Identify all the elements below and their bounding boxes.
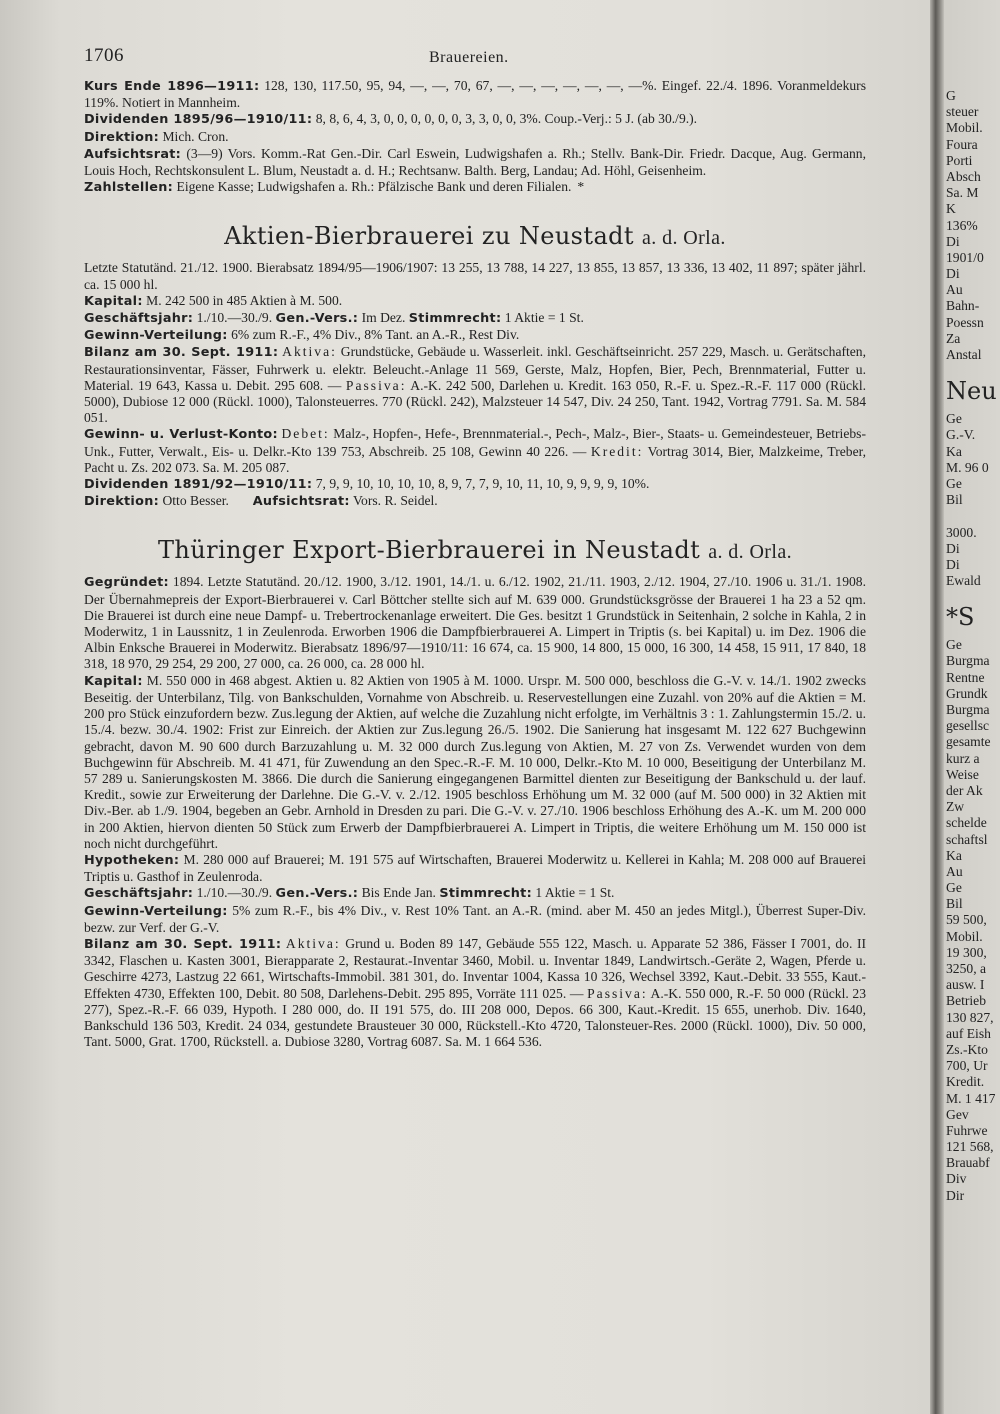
aktiva-word: Aktiva: [285, 935, 341, 951]
hypotheken-text: M. 280 000 auf Brauerei; M. 191 575 auf Wirtschaften, Brauerei Moderwitz u. Kellerei in Kahla; M. 208 000 auf Brauerei Triptis u. Gasthof in Zeulenroda. [84, 851, 866, 885]
direktion-entry [84, 493, 866, 510]
geschaeftsjahr-label: Geschäftsjahr: [84, 886, 194, 902]
passiva-text: A.-K. 550 000, R.-F. 50 000 (Rückl. 23 277), Spez.-R.-F. 66 039, Hypoth. I 280 000, do. II 191 575, do. III 208 000, Depos. 66 300, Kaut.-Kredit. 15 655, unerhob. Div. 1640, Bankschuld 136 503, Kredit. 24 034, gestundete Brausteuer 30 000, Rückstell.-Kto 4720, Talonsteuer-Res. 2000 (Rückl. 1000), Div. 50 000, Tant. 5000, Grat. 1700, Rückstell. a. Dubiose 3280, Vortrag 6087. Sa. M. 1 664 536. [84, 985, 866, 1050]
kapital-text: M. 242 500 in 485 Aktien à M. 500. [146, 292, 343, 308]
dividenden-label: Dividenden 1895/96—1910/11: [84, 112, 313, 128]
debet-word: Debet: [281, 426, 330, 442]
company-title-main: Thüringer Export-Bierbrauerei in Neustadt [157, 536, 701, 565]
side-line: Mobil. [946, 928, 983, 944]
side-line: Foura [946, 136, 978, 152]
side-line: Ge [946, 411, 962, 427]
book-gutter [930, 0, 944, 1414]
kapital-label: Kapital: [84, 673, 143, 689]
side-lines-bottom [946, 637, 1000, 1204]
side-line: Dir [946, 1187, 965, 1203]
geschaeftsjahr-text: 1./10.—30./9. [196, 885, 273, 901]
company-section-thueringer-export [84, 536, 866, 1050]
zahlstellen-text: Eigene Kasse; Ludwigshafen a. Rh.: Pfälzische Bank und deren Filialen. [176, 179, 572, 195]
aktiva-text: Grundstücke, Gebäude u. Wasserleit. inkl. Geschäftseinricht. 257 229, Masch. u. Gerätschaften, Restaurationsinventar, Fässer, Fuhrwerk u. elektr. Beleucht.-Anlage 11 569, Gerste, Malz, Hopfen, Bier, Pech, Brennmaterial, Futter u. Material. 19 643, Kassa u. Debit. 295 608. — [84, 344, 867, 393]
geschaeftsjahr-entry [84, 310, 866, 327]
bilanz-entry [84, 344, 866, 426]
side-line: Ka [946, 443, 962, 459]
side-lines-top [946, 88, 1000, 363]
side-line: Ewald [946, 573, 981, 589]
side-line: M. 1 417 [946, 1090, 996, 1106]
side-line: Gev [946, 1106, 969, 1122]
genvers-text: Im Dez. [361, 310, 406, 326]
side-line: Bil [946, 896, 963, 912]
side-line: 700, Ur [946, 1058, 988, 1074]
side-line: G [946, 88, 956, 103]
direktion-text: Otto Besser. [162, 493, 229, 509]
side-line: schelde [946, 815, 987, 831]
side-line [946, 508, 1000, 524]
side-line: ausw. I [946, 977, 985, 993]
side-line: kurz a [946, 750, 980, 766]
geschaeftsjahr-text: 1./10.—30./9. [196, 310, 273, 326]
geschaeftsjahr-entry [84, 885, 866, 902]
company-title-place: a. d. Orla. [642, 227, 726, 250]
side-line: Bil [946, 492, 963, 508]
side-line: schaftsl [946, 831, 988, 847]
zahlstellen-label: Zahlstellen: [84, 180, 174, 196]
side-line: Mobil. [946, 120, 983, 136]
passiva-word: Passiva: [345, 377, 407, 393]
aufsichtsrat-text: (3—9) Vors. Komm.-Rat Gen.-Dir. Carl Eswein, Ludwigshafen a. Rh.; Stellv. Bank-Dir. Friedr. Dacque, Aug. Germann, Louis Hoch, Rechtskonsulent L. Blum, Neustadt a. d. H.; Rechtsanw. Balth. Berg, Landau; Ad. Höhl, Geisenheim. [84, 145, 867, 179]
kredit-text: Vortrag 3014, Bier, Malzkeime, Treber, Pacht u. Zs. 202 073. Sa. M. 205 087. [84, 443, 867, 475]
side-line: Di [946, 266, 960, 282]
side-line: der Ak [946, 782, 983, 798]
side-line: M. 96 0 [946, 459, 989, 475]
dividenden-entry [84, 476, 866, 493]
direktion-label: Direktion: [84, 129, 160, 145]
kurs-entry [84, 78, 866, 111]
side-line: Burgma [946, 702, 990, 717]
debet-text: Malz-, Hopfen-, Hefe-, Brennmaterial.-, Pech-, Malz-, Bier-, Staats- u. Gemeindesteuer, Betriebs-Unk., Futter, Verwalt., Eis- u. Delkr.-Kto 139 753, Abschreib. 25 108, Gewinn 40 226. — [84, 426, 866, 459]
passiva-word: Passiva: [587, 985, 648, 1001]
side-line: Sa. M [946, 185, 979, 201]
side-heading: Neu [946, 377, 997, 406]
gegruendet-entry [84, 574, 866, 672]
side-line: 136% [946, 217, 978, 233]
direktion-text: Mich. Cron. [162, 128, 229, 144]
hypotheken-entry [84, 852, 866, 885]
zahlstellen-entry [84, 179, 866, 196]
gewinn-text: 6% zum R.-F., 4% Div., 8% Tant. an A.-R., Rest Div. [231, 327, 520, 343]
kapital-label: Kapital: [84, 293, 143, 309]
side-line: 121 568, [946, 1139, 994, 1155]
side-line: 59 500, [946, 912, 987, 928]
kapital-entry [84, 293, 866, 310]
side-lines-mid [946, 411, 1000, 589]
bilanz-label: Bilanz am 30. Sept. 1911: [84, 345, 279, 361]
side-line: Au [946, 863, 963, 879]
side-line: Za [946, 330, 961, 346]
side-line: Zw [946, 799, 965, 815]
passiva-text: A.-K. 242 500, Darlehen u. Kredit. 163 050, R.-F. u. Spez.-R.-F. 117 000 (Rückl. 5000), Dubiose 12 000 (Rückl. 1000), Talonsteuerres. 770 (Rückl. 242), Malzsteuer 14 547, Div. 24 250, Tant. 1942, Vortrag 7791. Sa. M. 584 051. [84, 377, 866, 426]
gewinn-entry [84, 327, 866, 344]
aktiva-word: Aktiva: [282, 344, 337, 360]
dividenden-entry [84, 111, 866, 128]
geschaeftsjahr-label: Geschäftsjahr: [84, 311, 194, 327]
gewinn-label: Gewinn-Verteilung: [84, 328, 228, 344]
kurs-text: 128, 130, 117.50, 95, 94, —, —, 70, 67, —, —, —, —, —, —, —%. Eingef. 22./4. 1896. Voranmeldekurs 119%. Notiert in Mannheim. [84, 78, 866, 111]
genvers-label: Gen.-Vers.: [275, 311, 359, 327]
side-line: Ge [946, 637, 962, 653]
aufsichtsrat-label: Aufsichtsrat: [84, 146, 182, 162]
side-line: gesellsc [946, 718, 990, 734]
side-line: Bahn- [946, 298, 980, 314]
stimmrecht-label: Stimmrecht: [408, 311, 502, 327]
company-title-place: a. d. Orla. [708, 541, 793, 564]
side-line: 19 300, [946, 944, 987, 960]
side-line: Brauabf [946, 1155, 990, 1171]
intro-entry: Letzte Statutänd. 21./12. 1900. Bierabsatz 1894/95—1906/1907: 13 255, 13 788, 14 227, 13 855, 13 857, 13 336, 13 402, 11 897; später jährl. ca. 15 000 hl. [84, 260, 866, 292]
side-line: 3250, a [946, 961, 987, 976]
stimmrecht-label: Stimmrecht: [439, 886, 532, 902]
direktion-label: Direktion: [84, 494, 160, 510]
side-line: Fuhrwe [946, 1122, 988, 1138]
gewinn-entry [84, 903, 866, 936]
aufsichtsrat-label: Aufsichtsrat: [252, 494, 350, 510]
side-line: Poessn [946, 314, 984, 330]
side-line: Div [946, 1171, 967, 1187]
gegruendet-label: Gegründet: [84, 575, 169, 591]
dividenden-label: Dividenden 1891/92—1910/11: [84, 477, 313, 493]
kapital-entry [84, 673, 866, 852]
running-title: Brauereien. [429, 49, 509, 66]
gegruendet-text: 1894. Letzte Statutänd. 20./12. 1900, 3./12. 1901, 14./1. u. 6./12. 1902, 21./11. 1903, 2./12. 1904, 27./10. 1906 u. 31./1. 1908. Der Übernahmepreis der Export-Bierbrauerei v. Carl Böttcher stellte sich auf M. 639 000. Grundstücksgrösse der Brauerei 1 ha 23 a 52 qm. Die Brauerei ist durch eine neue Dampf- u. Trebertrockenanlage erweitert. Die Ges. besitzt 1 Grundstück in Seitenhain, 2 solche in Kahla, 2 in Moderwitz, 1 in Laussnitz, 1 in Zeulenroda. Erworben 1906 die Dampfbierbrauerei A. Limpert in Triptis (s. bei Kapital) u. im Dez. 1906 die Albin Enksche Brauerei in Moderwitz. Bierabsatz 1896/97—1910/11: 16 674, ca. 15 900, 14 800, 15 000, 16 300, 14 458, 15 911, 17 840, 18 318, 18 970, 29 254, 29 200, 27 000, ca. 26 000, ca. 28 000 hl. [84, 574, 866, 672]
genvers-label: Gen.-Vers.: [275, 886, 359, 902]
side-line: Betrieb [946, 993, 987, 1009]
side-line: Di [946, 233, 960, 249]
prev-company-section [84, 78, 866, 196]
aufsichtsrat-entry [84, 146, 866, 179]
dividenden-text: 8, 8, 6, 4, 3, 0, 0, 0, 0, 0, 0, 3, 3, 0, 0, 3%. Coup.-Verj.: 5 J. (ab 30./9.). [315, 111, 698, 127]
side-line: Ka [946, 847, 962, 863]
side-line: K [946, 201, 956, 217]
running-head [84, 44, 866, 78]
company-title [84, 536, 866, 566]
gewinn-label: Gewinn-Verteilung: [84, 903, 228, 919]
side-heading-2: *S [946, 603, 975, 632]
side-line: Au [946, 282, 963, 298]
company-title-main: Aktien-Bierbrauerei zu Neustadt [224, 222, 634, 251]
side-line: Weise [946, 766, 979, 782]
side-line: 130 827, [946, 1009, 994, 1025]
gewinn-text: 5% zum R.-F., bis 4% Div., v. Rest 10% Tant. an A.-R. (mind. aber M. 450 an jedes Mitgl.), Überrest Super-Div. bezw. zur Verf. der G.-V. [84, 902, 866, 935]
genvers-text: Bis Ende Jan. [361, 885, 436, 901]
side-line: Zs.-Kto [946, 1041, 988, 1057]
asterisk-mark: * [577, 179, 585, 195]
side-line: Grundk [946, 685, 988, 701]
guv-entry [84, 426, 866, 476]
side-line: Rentne [946, 669, 985, 685]
kurs-label: Kurs Ende 1896—1911: [84, 79, 260, 94]
stimmrecht-text: 1 Aktie = 1 St. [504, 310, 584, 326]
side-line: Anstal [946, 347, 982, 362]
aktiva-text: Grund u. Boden 89 147, Gebäude 555 122, Masch. u. Apparate 52 386, Fässer I 7001, do. II 3342, Flaschen u. Kasten 3001, Bierapparate 2, Restaurat.-Inventar 3460, Mobil. u. Inventar 1849, Landwirtsch.-Geräte 2, Wagen, Pferde u. Geschirre 4273, Lastzug 22 661, Wirtschafts-Immobil. 381 301, do. Inventar 1004, Kassa 10 326, Wechsel 3392, Kaut.-Debit. 33 555, Kaut.-Effekten 4730, Effekten 100, Debit. 80 508, Darlehens-Debit. 295 895, Vorräte 111 025. — [84, 935, 866, 1001]
side-line: Burgma [946, 653, 990, 669]
side-line: gesamte [946, 734, 991, 750]
side-line: auf Eish [946, 1025, 991, 1041]
aufsichtsrat-text: Vors. R. Seidel. [352, 493, 438, 509]
direktion-entry [84, 129, 866, 146]
side-line: Di [946, 556, 960, 572]
side-line: Absch [946, 168, 981, 184]
kredit-word: Kredit: [590, 443, 644, 459]
bilanz-label: Bilanz am 30. Sept. 1911: [84, 936, 282, 952]
company-section-aktien-bierbrauerei [84, 222, 866, 510]
side-line: Di [946, 540, 960, 556]
side-line: 1901/0 [946, 249, 984, 265]
bilanz-entry [84, 936, 866, 1050]
dividenden-text: 7, 9, 9, 10, 10, 10, 10, 8, 9, 7, 7, 9, 10, 11, 10, 9, 9, 9, 9, 10%. [315, 476, 650, 492]
side-line: Porti [946, 152, 973, 168]
guv-label: Gewinn- u. Verlust-Konto: [84, 427, 278, 443]
side-line: Kredit. [946, 1074, 985, 1090]
stimmrecht-text: 1 Aktie = 1 St. [535, 885, 615, 901]
side-line: steuer [946, 104, 979, 120]
side-line: Ge [946, 880, 962, 896]
side-line: 3000. [946, 524, 977, 540]
kapital-text: M. 550 000 in 468 abgest. Aktien u. 82 Aktien von 1905 à M. 1000. Urspr. M. 500 000, beschloss die G.-V. v. 14./1. 1902 zwecks Beseitig. der Unterbilanz, Tilg. von Bankschulden, Vornahme von Abschreib. u. Reservestellungen eine Zuzahl. von 20% auf die Aktien = M. 200 pro Stück einzufordern bezw. Zus.legung der Aktien, auf welche die Zuzahlung nicht erfolgte, im Verhältnis 3 : 1. Zahlungstermin 15./2. u. 15./4. bezw. 30./4. 1902: Frist zur Einreich. der Aktien zur Zus.legung 26./5. 1902. Die Sanierung hat insgesamt M. 122 627 Buchgewinn gebracht, davon M. 90 600 durch Barzuzahlung u. M. 32 000 durch Zus.legung von Aktien, M. 27 von Zs. Verwendet wurden von dem Buchgewinn für Abschreib. M. 41 471, für Zuwendung an den Spec.-R.-F. M. 10 000, Delkr.-Kto M. 10 000, Beseitigung der Unterbilanz M. 57 289 u. Sanierungskosten M. 3866. Die durch die Sanierung eingegangenen Barmittel dienten zur Beseitigung der Bankschuld u. der lauf. Kredit., sowie zur Erweiterung der Darlehne. Die G.-V. v. 2./12. 1905 beschloss Erhöhung um M. 32 000 (auf M. 500 000) in 32 Aktien mit Div.-Ber. ab 1./9. 1904, begeben an Gebr. Arnhold in Dresden zu pari. Die G.-V. v. 27./10. 1906 beschloss Erhöhung des A.-K. um M. 200 000 in 200 Aktien, hiervon dienten 50 Stück zum Erwerb der Dampfbierbrauerei A. Limpert in Triptis, die weitere Erhöhung um M. 150 000 ist noch nicht durchgeführt. [84, 672, 866, 851]
main-column [84, 44, 866, 1050]
company-title [84, 222, 866, 252]
side-line: Ge [946, 475, 962, 491]
adjacent-page-column [946, 88, 1000, 1204]
page-number: 1706 [84, 45, 124, 66]
hypotheken-label: Hypotheken: [84, 852, 180, 868]
side-line: G.-V. [946, 427, 976, 443]
